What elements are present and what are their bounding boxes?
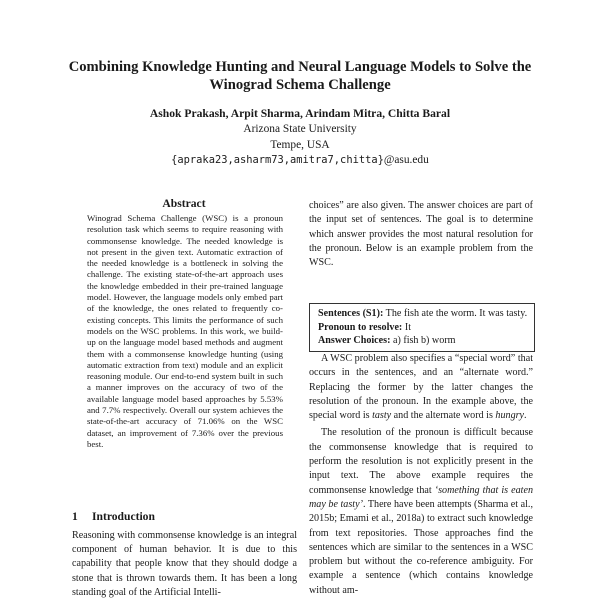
text-run: . There have been attempts (Sharma et al., 2015b; Emami et al., 2018a) to extract such knowledge from text repositories. Those approaches find the sentences which are similar to the sentences in a WSC problem but without the co-reference ambiguity. For example a sentence (which contains knowledge without am- — [309, 498, 533, 596]
example-box — [309, 303, 535, 352]
right-column-paragraph-1 — [309, 199, 533, 270]
affiliation-block — [60, 122, 540, 169]
email — [60, 153, 540, 169]
text-run: . — [524, 410, 527, 422]
location: Tempe, USA — [270, 138, 330, 151]
text-run: and the alternate word is — [391, 410, 496, 422]
example-sentences — [318, 307, 528, 321]
introduction-text: Reasoning with commonsense knowledge is an integral component of human behavior. It is due to this capability that people know that they should dodge a stone that is thrown towards them. It has been a long standing goal of the Artificial Intelli- — [72, 530, 297, 598]
example-choices-label: Answer Choices: — [318, 335, 391, 346]
alternate-word: hungry — [495, 410, 525, 422]
email-users: {apraka23,asharm73,amitra7,chitta} — [171, 154, 384, 166]
example-sentences-text: The fish ate the worm. It was tasty. — [385, 308, 528, 319]
example-choices-text: a) fish b) worm — [392, 335, 456, 346]
paragraph-special-word — [309, 352, 533, 423]
section-number: 1 — [72, 510, 78, 523]
right-column-paragraphs — [309, 352, 533, 598]
text-run: A WSC problem also specifies a “special word” that occurs in the sentences, and an “alternate word.” Replacing the former by the latter changes the resolution of the pronoun. In the example above, the special word is — [309, 353, 533, 422]
example-choices — [318, 334, 528, 348]
paper-title — [60, 58, 540, 94]
affiliation: Arizona State University — [243, 123, 357, 135]
abstract-heading: Abstract — [162, 197, 206, 210]
text-run: The resolution of the pronoun is difficult because the commonsense knowledge that is required to perform the resolution is not explicitly present in the input text. The above example requires the commonsense knowledge that — [309, 427, 533, 496]
example-pronoun-label: Pronoun to resolve: — [318, 321, 403, 333]
section-title: Introduction — [92, 510, 155, 523]
knowledge-quote: ‘something that is eaten may be tasty’ — [309, 484, 533, 510]
example-sentences-label: Sentences (S1): — [318, 308, 384, 319]
example-pronoun-text: It — [404, 321, 412, 333]
special-word: tasty — [372, 410, 392, 422]
example-pronoun — [318, 321, 528, 335]
title-line-1: Combining Knowledge Hunting and Neural Language Models to Solve the — [68, 59, 532, 75]
paragraph-resolution — [309, 426, 533, 598]
author-list: Ashok Prakash, Arpit Sharma, Arindam Mitra, Chitta Baral — [149, 107, 451, 120]
section-heading-introduction — [72, 510, 302, 523]
abstract-text: Winograd Schema Challenge (WSC) is a pronoun resolution task which seems to require reasoning with commonsense knowledge. The needed knowledge is not present in the given text. Automatic extraction of the needed knowledge is a bottleneck in solving the challenge. The existing state-of-the-art approach uses the knowledge embedded in their pre-trained language model. However, the language models only embed part of the knowledge, the ones related to frequently co-existing concepts. This limits the performance of such models on the WSC problems. In this work, we build-up on the language model based methods and augment them with a commonsense knowledge hunting (using automatic extraction from text) module and an explicit reasoning module. Our end-to-end system built in such a manner improves on the accuracy of two of the available language model based approaches by 5.53% and 7.7% respectively. Overall our system achieves the state-of-the-art accuracy of 71.06% on the WSC dataset, an improvement of 7.36% over the previous best. — [87, 213, 283, 449]
paragraph: choices” are also given. The answer choices are part of the input set of sentences. The goal is to determine which answer provides the most natural resolution for the pronoun. Below is an example problem from the WSC. — [309, 200, 533, 269]
title-line-2: Winograd Schema Challenge — [209, 77, 391, 93]
email-domain: @asu.edu — [383, 154, 429, 166]
